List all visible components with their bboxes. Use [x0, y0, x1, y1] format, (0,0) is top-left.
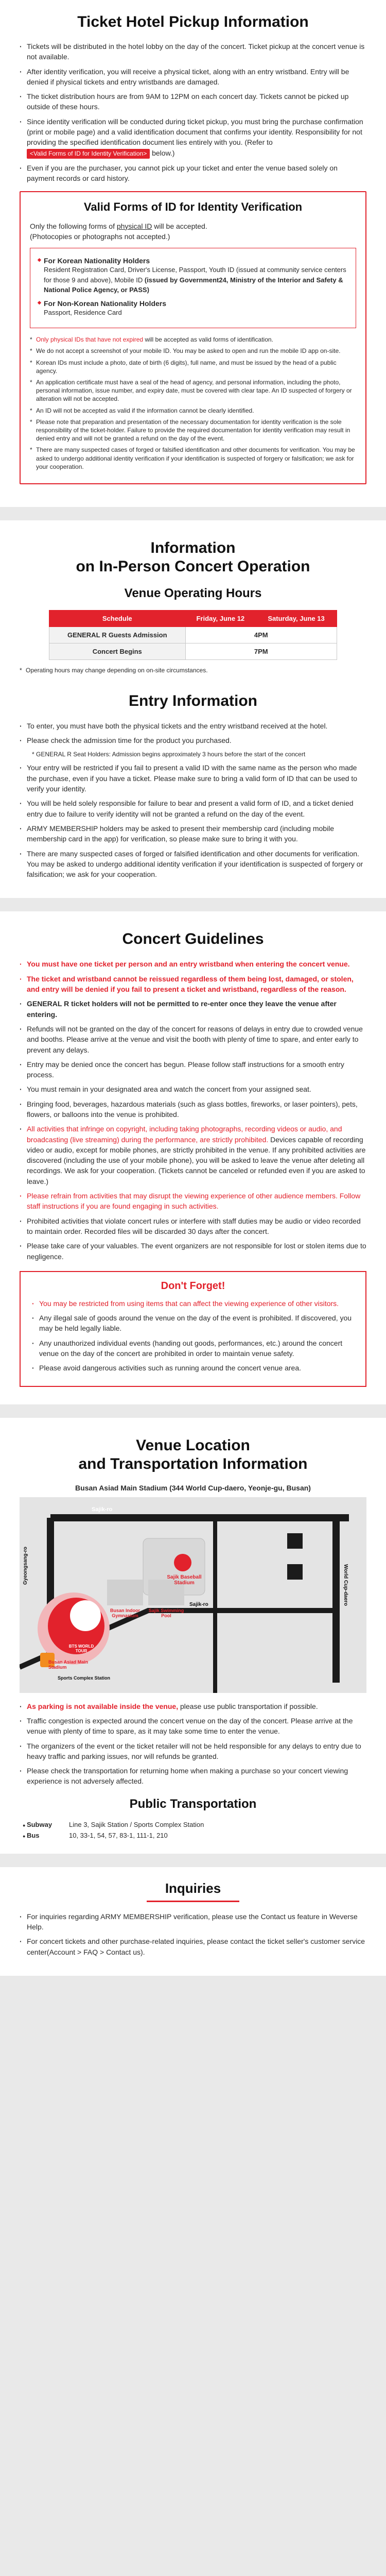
- guideline-item: · Prohibited activities that violate concert rules or interfere with staff duties may be audio or video recorded to maintain order. Recorded files will be discarded 30 days after the concert.: [20, 1216, 366, 1237]
- venue-note: · Please check the transportation for returning home when making a purchase so your concert viewing experience is not adversely affected.: [20, 1766, 366, 1787]
- guideline-item: · You must remain in your designated area and watch the concert from your assigned seat.: [20, 1084, 366, 1094]
- stadium-inner: [70, 1600, 101, 1631]
- entry-bullet: · Your entry will be restricted if you fail to present a valid ID with the same name as the person who made the purchase, even if you have a ticket. Please make sure to bring a valid form of ID that can be used to verify your identity.: [20, 762, 366, 794]
- id-note: * We do not accept a screenshot of your mobile ID. You may be asked to open and run the mobile ID app on-site.: [30, 347, 356, 355]
- foreign-id-body: Passport, Residence Card: [44, 308, 122, 316]
- road-label-bottom: Sajik-ro: [189, 1601, 208, 1607]
- stadium-label: Busan Asiad Main Stadium: [48, 1659, 89, 1670]
- valid-id-box: [20, 191, 366, 484]
- dont-forget-box: [20, 1271, 366, 1387]
- pickup-bullet: · Even if you are the purchaser, you cannot pick up your ticket and enter the venue based solely on payment records or card history.: [20, 163, 366, 184]
- valid-id-title: Valid Forms of ID for Identity Verification: [83, 200, 303, 213]
- guidelines-title: Concert Guidelines: [122, 930, 264, 948]
- parking-block-2: [287, 1564, 303, 1580]
- entry-bullet: · Please check the admission time for the product you purchased.: [20, 735, 366, 745]
- parking-warning: As parking is not available inside the venue,: [27, 1702, 179, 1710]
- venue-address: Busan Asiad Main Stadium (344 World Cup-daero, Yeonje-gu, Busan): [75, 1483, 311, 1492]
- pickup-panel: [0, 0, 386, 507]
- venue-note: · The organizers of the event or the ticket retailer will not be held responsible for any delays to entry due to heavy traffic and parking issues, nor will refunds be granted.: [20, 1741, 366, 1762]
- onsite-title-line2: on In-Person Concert Operation: [76, 557, 310, 575]
- hours-row-label: Concert Begins: [49, 643, 186, 659]
- guideline-item: · GENERAL R ticket holders will not be permitted to re-enter once they leave the venue after entering.: [20, 998, 366, 1020]
- intro-text: Only the following forms of: [30, 222, 115, 230]
- guidelines-panel: [0, 911, 386, 1404]
- hours-table: [49, 610, 337, 660]
- guideline-item: · Refunds will not be granted on the day of the concert for reasons of delays in entry due to crowded venue and booths. Please arrive at the venue and visit the booth with plenty of time to spare, and enter early to prevent any delays.: [20, 1024, 366, 1055]
- venue-note: · Traffic congestion is expected around the concert venue on the day of the concert. Please arrive at the venue with plenty of time to spare, as it may take some time to enter the venue.: [20, 1716, 366, 1737]
- id-note-rest: will be accepted as valid forms of identification.: [143, 336, 273, 344]
- stadium-logo-text: BTS WORLD TOUR: [68, 1643, 94, 1653]
- id-note: * An ID will not be accepted as valid if the information cannot be clearly identified.: [30, 406, 356, 415]
- hours-header: Friday, June 12: [185, 610, 256, 626]
- venue-title-line2: and Transportation Information: [78, 1455, 308, 1472]
- onsite-panel: [0, 520, 386, 899]
- pickup-bullet: [20, 116, 366, 159]
- venue-note: [20, 1701, 366, 1711]
- transport-row: [23, 1832, 366, 1839]
- korean-id-body: [38, 265, 348, 295]
- korean-id-list: Resident Registration Card, Driver's License, Passport, Youth ID (issued at community service centers for those 9 and above), Mobile ID: [44, 266, 346, 284]
- id-note: * There are many suspected cases of forged or falsified identification and other documents for verification. You may be asked to undergo additional identity verification if your identification is suspected of forgery or falsification; we ask for your cooperation.: [30, 446, 356, 471]
- pickup-id-text: Since identity verification will be conducted during ticket pickup, you must bring the purchase confirmation (print or mobile page) and a valid identification document that confirms your identity. Responsibility for not providing the specified identification document lies entirely with you.: [27, 117, 363, 147]
- korean-id-issuers: (issued by Government24, Ministry of the Interior and Safety & National Police Agency, or PASS): [44, 276, 343, 294]
- dont-forget-item: · Please avoid dangerous activities such as running around the concert venue area.: [32, 1363, 354, 1373]
- transport-mode: ● Bus: [23, 1832, 69, 1839]
- inquiries-title: Inquiries: [147, 1880, 239, 1902]
- gym-label: Busan Indoor Gymnasium: [110, 1607, 140, 1618]
- road-label-right: World Cup-daero: [343, 1564, 348, 1606]
- hours-header: Schedule: [49, 610, 186, 626]
- entry-sub-note: * GENERAL R Seat Holders: Admission begins approximately 3 hours before the start of the concert: [32, 750, 306, 758]
- valid-id-intro: [30, 221, 356, 242]
- dont-forget-title: Don't Forget!: [161, 1280, 225, 1292]
- hours-note: * Operating hours may change depending on on-site circumstances.: [20, 666, 366, 674]
- transport-title: Public Transportation: [129, 1797, 257, 1811]
- recording-detail: Devices capable of recording video or audio, except for mobile phones, are strictly prohibited in the venue. If any prohibited activities are discovered (including the use of your mobile phone), you will be asked to leave the venue after deleting all recordings. We ask for your cooperation. (Tickets cannot be canceled or refunded even if you are asked to leave.): [27, 1135, 366, 1185]
- intro-underline: physical ID: [116, 222, 152, 230]
- guideline-item: · Bringing food, beverages, hazardous materials (such as glass bottles, fireworks, or laser pointers), pets, flowers, or balloons into the venue is prohibited.: [20, 1099, 366, 1120]
- hours-row-value: 4PM: [185, 626, 337, 643]
- transport-mode: ● Subway: [23, 1821, 69, 1828]
- inquiry-item: · For concert tickets and other purchase-related inquiries, please contact the ticket seller's customer service center(Account > FAQ > Contact us).: [20, 1936, 366, 1957]
- baseball-marker: [174, 1554, 191, 1571]
- guideline-item: · You must have one ticket per person and an entry wristband when entering the concert venue.: [20, 959, 366, 969]
- refer-prefix: (Refer to: [244, 138, 273, 147]
- swim-label: Sajik Swimming Pool: [148, 1607, 184, 1618]
- entry-bullet: · To enter, you must have both the physical tickets and the entry wristband received at the hotel.: [20, 721, 366, 731]
- id-note: * An application certificate must have a seal of the head of agency, and personal information, including the photo, personal information, issue number, and expiry date, must be covered with clear tape. An ID suspected of forgery or alteration will not be accepted.: [30, 378, 356, 403]
- transport-row: [23, 1821, 366, 1828]
- id-note-red: Only physical IDs that have not expired: [36, 336, 144, 344]
- venue-title-line1: Venue Location: [136, 1436, 250, 1454]
- transport-detail: Line 3, Sajik Station / Sports Complex Station: [69, 1820, 204, 1828]
- baseball-label: Sajik Baseball Stadium: [167, 1574, 202, 1586]
- guideline-item: · Please take care of your valuables. The event organizers are not responsible for lost or stolen items due to negligence.: [20, 1241, 366, 1262]
- dont-forget-item: · Any illegal sale of goods around the venue on the day of the event is prohibited. If discovered, you may be held legally liable.: [32, 1313, 354, 1334]
- hours-row-label: GENERAL R Guests Admission: [49, 626, 186, 643]
- parking-block-1: [287, 1533, 303, 1549]
- id-note: * Korean IDs must include a photo, date of birth (6 digits), full name, and must be issued by the head of a public agency.: [30, 359, 356, 375]
- entry-title: Entry Information: [128, 692, 257, 710]
- recording-warning: All activities that infringe on copyright, including taking photographs, recording videos or audio, and broadcasting (live streaming) during the performance, are strictly prohibited.: [27, 1125, 342, 1144]
- metro-label: Sports Complex Station: [58, 1675, 111, 1681]
- entry-bullet: · ARMY MEMBERSHIP holders may be asked to present their membership card (including mobile membership card in the app) for verification, so please make sure to bring it with you.: [20, 823, 366, 844]
- table-row: [49, 643, 337, 659]
- hours-row-value: 7PM: [185, 643, 337, 659]
- entry-bullet: · There are many suspected cases of forged or falsified identification and other documents for verification. You may be asked to undergo additional identity verification if your identification is suspected of forgery or falsification; we ask for your cooperation.: [20, 849, 366, 880]
- table-row: [49, 626, 337, 643]
- id-note: * Please note that preparation and presentation of the necessary documentation for identity verification is the sole responsibility of the ticket-holder. Failure to provide the required documentation for identity verification may result in denied entry and will not be granted a refund on the day of the event.: [30, 418, 356, 443]
- pickup-bullet: · Tickets will be distributed in the hotel lobby on the day of the concert. Ticket pickup at the concert venue is not available.: [20, 41, 366, 62]
- dont-forget-item: · You may be restricted from using items that can affect the viewing experience of other visitors.: [32, 1298, 354, 1309]
- inquiries-panel: [0, 1867, 386, 1976]
- venue-panel: [0, 1418, 386, 1854]
- hours-title: Venue Operating Hours: [124, 586, 262, 600]
- hours-header-row: [49, 610, 337, 626]
- venue-title: [20, 1436, 366, 1473]
- guideline-item: [20, 1124, 366, 1187]
- korean-id-heading: ◆ For Korean Nationality Holders: [38, 257, 348, 265]
- id-types-box: [30, 248, 356, 328]
- intro-text: (Photocopies or photographs not accepted.): [30, 232, 170, 241]
- foreign-id-heading: ◆ For Non-Korean Nationality Holders: [38, 299, 348, 308]
- guideline-item: · The ticket and wristband cannot be reissued regardless of them being lost, damaged, or stolen, and entry will be denied if you fail to present a ticket and wristband, regardless of the reason.: [20, 974, 366, 995]
- road-label-top: Sajik-ro: [92, 1506, 113, 1513]
- id-note: [30, 335, 356, 344]
- pickup-bullet: · After identity verification, you will receive a physical ticket, along with an entry wristband. Entry will be denied if physical tickets and entry wristbands are damaged.: [20, 66, 366, 88]
- dont-forget-item: · Any unauthorized individual events (handing out goods, performances, etc.) around the concert venue on the day of the concert are prohibited in order to maintain venue safety.: [32, 1338, 354, 1359]
- gym-block: [107, 1580, 143, 1605]
- refer-badge[interactable]: <Valid Forms of ID for Identity Verification>: [27, 149, 150, 159]
- guideline-item: · Entry may be denied once the concert has begun. Please follow staff instructions for a smooth entry process.: [20, 1059, 366, 1080]
- pickup-title: Ticket Hotel Pickup Information: [77, 13, 309, 30]
- onsite-title: [20, 539, 366, 576]
- hours-header: Saturday, June 13: [256, 610, 337, 626]
- inquiry-item: · For inquiries regarding ARMY MEMBERSHIP verification, please use the Contact us feature in Weverse Help.: [20, 1911, 366, 1933]
- venue-map[interactable]: [20, 1497, 366, 1693]
- refer-suffix: below.): [152, 148, 175, 157]
- intro-text: will be accepted.: [154, 222, 207, 230]
- parking-warning-rest: please use public transportation if possible.: [180, 1702, 318, 1710]
- onsite-title-line1: Information: [150, 539, 236, 556]
- transport-detail: 10, 33-1, 54, 57, 83-1, 111-1, 210: [69, 1831, 168, 1839]
- road-label-left: Gyeongsang-ro: [23, 1546, 28, 1585]
- guideline-item: · Please refrain from activities that may disrupt the viewing experience of other audience members. Follow staff instructions if you are found engaging in such activities.: [20, 1191, 366, 1212]
- entry-bullet: · You will be held solely responsible for failure to bear and present a valid form of ID, and a ticket denied entry due to failure to verify identity will not be granted a refund on the day of the event.: [20, 798, 366, 819]
- pickup-bullet: · The ticket distribution hours are from 9AM to 12PM on each concert day. Tickets cannot be picked up outside of these hours.: [20, 91, 366, 112]
